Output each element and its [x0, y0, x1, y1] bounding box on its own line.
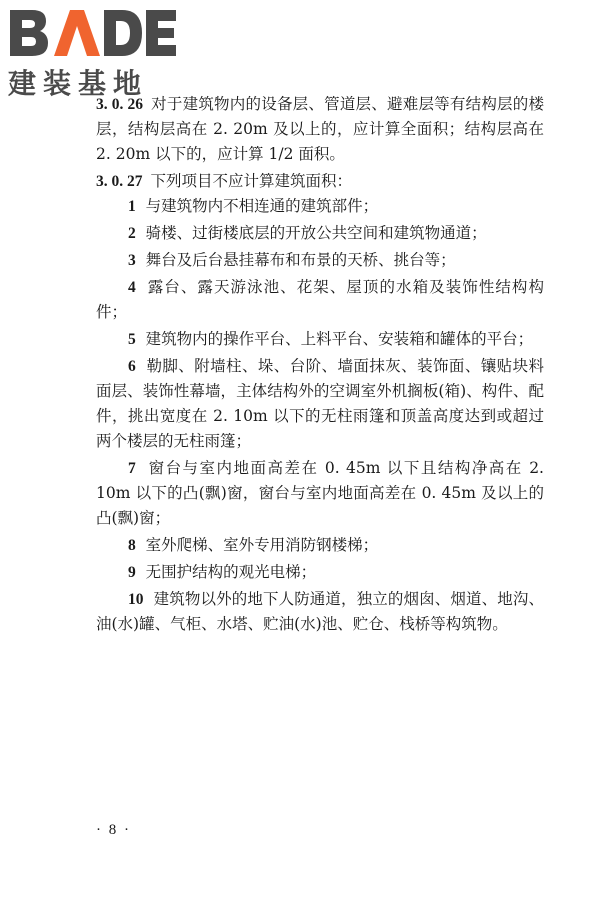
list-item — [96, 354, 544, 454]
item-number: 4 — [128, 279, 136, 296]
item-spacer — [136, 563, 146, 581]
item-spacer — [144, 590, 154, 608]
item-number: 6 — [128, 358, 136, 375]
clause-3-0-26 — [96, 92, 544, 167]
list-item — [96, 248, 544, 273]
item-number: 5 — [128, 331, 136, 348]
item-text: 与建筑物内不相连通的建筑部件； — [145, 197, 379, 215]
list-item — [96, 221, 544, 246]
item-text: 建筑物内的操作平台、上料平台、安装箱和罐体的平台； — [145, 330, 534, 348]
item-number: 1 — [128, 198, 136, 215]
list-item — [96, 456, 544, 531]
clause-text: 对于建筑物内的设备层、管道层、避难层等有结构层的楼层，结构层高在 2. 20m 及以上的，应计算全面积；结构层高在 2. 20m 以下的，应计算 1/2 面积。 — [96, 95, 544, 163]
item-text: 骑楼、过街楼底层的开放公共空间和建筑物通道； — [145, 224, 487, 242]
page-number: · 8 · — [96, 822, 131, 838]
list-item — [96, 533, 544, 558]
item-text: 窗台与室内地面高差在 0. 45m 以下且结构净高在 2. 10m 以下的凸(飘)窗，窗台与室内地面高差在 0. 45m 及以上的凸(飘)窗； — [96, 459, 544, 527]
item-spacer — [136, 357, 147, 375]
brand-logo — [8, 6, 178, 100]
item-number: 9 — [128, 564, 136, 581]
clause-number: 3. 0. 27 — [96, 173, 143, 190]
item-spacer — [136, 197, 146, 215]
item-text: 露台、露天游泳池、花架、屋顶的水箱及装饰性结构构件； — [96, 278, 544, 321]
list-item — [96, 560, 544, 585]
clause-intro: 下列项目不应计算建筑面积： — [150, 172, 353, 190]
item-spacer — [136, 536, 146, 554]
item-spacer — [136, 459, 149, 477]
item-number: 2 — [128, 225, 136, 242]
document-body — [96, 92, 544, 639]
bade-logo-mark — [8, 6, 178, 62]
clause-item-list — [96, 194, 544, 637]
logo-subtitle: 建装基地 — [8, 67, 149, 100]
item-text: 舞台及后台悬挂幕布和布景的天桥、挑台等； — [145, 251, 456, 269]
list-item — [96, 275, 544, 325]
item-spacer — [136, 251, 146, 269]
item-spacer — [136, 278, 148, 296]
item-text: 无围护结构的观光电梯； — [145, 563, 317, 581]
item-text: 建筑物以外的地下人防通道，独立的烟囱、烟道、地沟、油(水)罐、气柜、水塔、贮油(水)池、贮仓、栈桥等构筑物。 — [96, 590, 544, 633]
clause-number: 3. 0. 26 — [96, 96, 143, 113]
item-text: 勒脚、附墙柱、垛、台阶、墙面抹灰、装饰面、镶贴块料面层、装饰性幕墙，主体结构外的空调室外机搁板(箱)、构件、配件，挑出宽度在 2. 10m 以下的无柱雨篷和顶盖高度达到或超过两个楼层的无柱雨篷； — [96, 357, 544, 450]
list-item — [96, 327, 544, 352]
list-item — [96, 194, 544, 219]
item-number: 7 — [128, 460, 136, 477]
item-number: 10 — [128, 591, 144, 608]
item-spacer — [136, 224, 146, 242]
item-number: 3 — [128, 252, 136, 269]
item-spacer — [136, 330, 146, 348]
item-number: 8 — [128, 537, 136, 554]
item-text: 室外爬梯、室外专用消防钢楼梯； — [145, 536, 379, 554]
clause-3-0-27 — [96, 169, 544, 194]
list-item — [96, 587, 544, 637]
